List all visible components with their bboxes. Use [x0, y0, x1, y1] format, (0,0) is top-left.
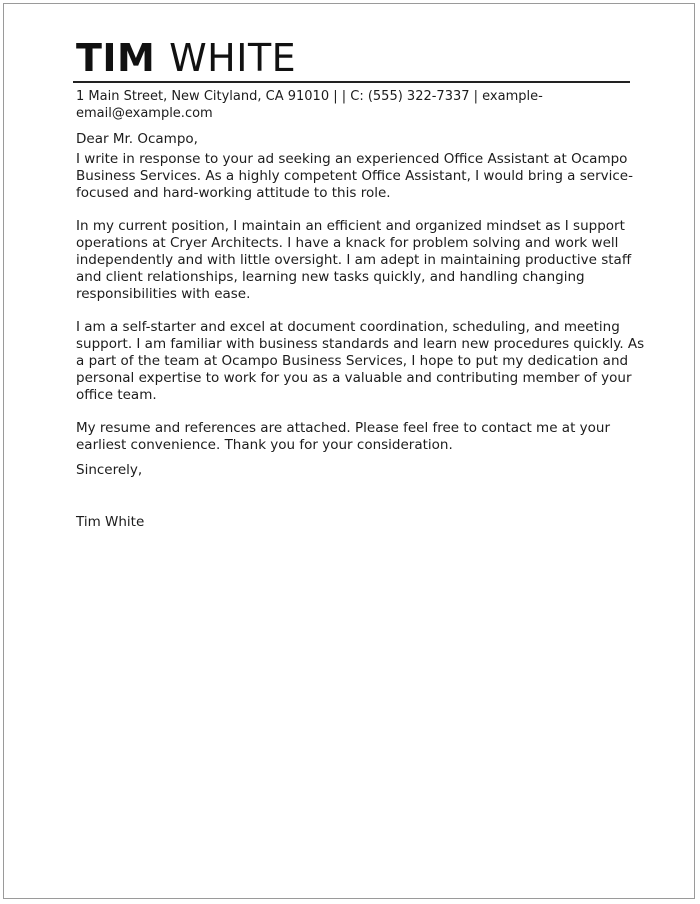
letter-content: [73, 36, 645, 531]
contact-line: email@example.com: [76, 106, 213, 121]
letter-body: [73, 131, 645, 531]
paragraph-line: independently and with little oversight. I am adept in maintaining productive staff: [76, 252, 632, 268]
paragraph-line: I write in response to your ad seeking an experienced Office Assistant at Ocampo: [76, 151, 628, 167]
paragraph-line: and client relationships, learning new tasks quickly, and handling changing: [76, 269, 585, 285]
letter-page: [3, 3, 695, 899]
signature: Tim White: [76, 514, 145, 530]
applicant-name: [73, 36, 633, 80]
paragraph-line: operations at Cryer Architects. I have a knack for problem solving and work well: [76, 235, 619, 251]
paragraph-line: personal expertise to work for you as a valuable and contributing member of your: [76, 370, 632, 386]
contact-line: 1 Main Street, New Cityland, CA 91010 | | C: (555) 322-7337 | example-: [76, 89, 543, 104]
contact-info: [73, 88, 633, 122]
paragraph-line: focused and hard-working attitude to this role.: [76, 185, 391, 201]
paragraph-skills: [76, 319, 645, 404]
closing: Sincerely,: [76, 462, 143, 478]
paragraph-line: I am a self-starter and excel at document coordination, scheduling, and meeting: [76, 319, 620, 335]
paragraph-line: My resume and references are attached. Please feel free to contact me at your: [76, 420, 611, 436]
name-last: WHITE: [169, 36, 297, 80]
paragraph-line: Business Services. As a highly competent Office Assistant, I would bring a service-: [76, 168, 633, 184]
paragraph-line: earliest convenience. Thank you for your consideration.: [76, 437, 453, 453]
salutation: Dear Mr. Ocampo,: [76, 131, 198, 147]
paragraph-closing: [76, 420, 633, 454]
name-first: TIM: [76, 36, 156, 80]
paragraph-line: office team.: [76, 387, 157, 403]
paragraph-line: In my current position, I maintain an efficient and organized mindset as I support: [76, 218, 625, 234]
paragraph-line: support. I am familiar with business standards and learn new procedures quickly. As: [76, 336, 645, 352]
paragraph-intro: [76, 151, 633, 202]
paragraph-line: responsibilities with ease.: [76, 286, 251, 302]
paragraph-line: a part of the team at Ocampo Business Services, I hope to put my dedication and: [76, 353, 629, 369]
header-divider: [73, 81, 630, 83]
paragraph-current-position: [76, 218, 633, 303]
